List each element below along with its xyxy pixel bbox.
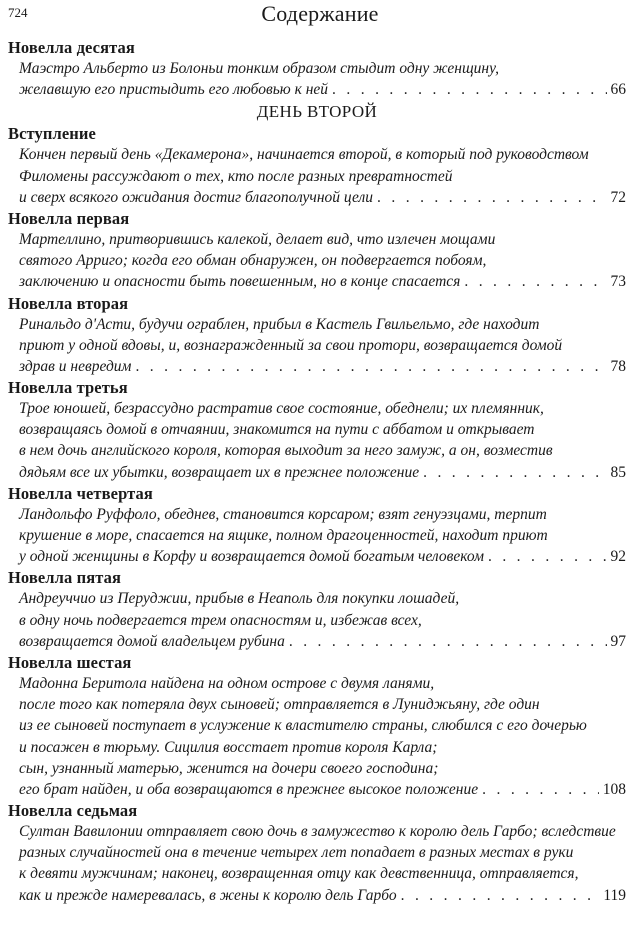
toc-entry — [8, 801, 626, 906]
entry-title: Новелла десятая — [8, 38, 135, 57]
entry-page-number: 66 — [610, 81, 626, 99]
entry-page-number: 119 — [603, 886, 626, 904]
entry-title: Новелла пятая — [8, 568, 122, 588]
entry-description-line — [8, 187, 626, 208]
entry-description-line: Кончен первый день «Декамерона», начинается второй, в который под руководством — [19, 146, 589, 164]
entry-description-line: Филомены рассуждают о тех, кто после разных превратностей — [19, 167, 453, 185]
entry-page-number: 92 — [610, 548, 626, 566]
entry-description-text: у одной женщины в Корфу и возвращается домой богатым человеком — [19, 548, 484, 566]
dot-leader — [332, 79, 606, 100]
entry-description-line — [8, 462, 626, 483]
entry-description-text: здрав и невредим — [19, 357, 132, 375]
toc-entry — [8, 209, 626, 293]
entry-description-line: крушение в море, спасается на ящике, полном драгоценностей, находит приют — [19, 527, 548, 544]
entry-description-line: Андреуччио из Перуджии, прибыв в Неаполь для покупки лошадей, — [19, 590, 460, 608]
entry-description-line — [8, 356, 626, 377]
entry-description-line: сын, узнанный матерью, женится на дочери своего господина; — [19, 759, 439, 777]
entry-page-number: 85 — [610, 463, 626, 481]
entry-description-line: после того как потеряла двух сыновей; отправляется в Луниджьяну, где один — [19, 696, 540, 714]
entry-description-line: Ринальдо д'Асти, будучи ограблен, прибыл в Кастель Гвильельмо, где находит — [19, 315, 540, 333]
dot-leader — [401, 885, 600, 906]
section-heading: ДЕНЬ ВТОРОЙ — [256, 102, 378, 122]
entry-page-number: 78 — [610, 357, 626, 375]
dot-leader — [289, 631, 607, 652]
entry-description-line — [8, 885, 626, 906]
entry-description-line: Маэстро Альберто из Болоньи тонким образом стыдит одну женщину, — [19, 60, 500, 77]
entry-description-line: Мадонна Беритола найдена на одном острове с двумя ланями, — [19, 674, 435, 692]
entry-description-line: возвращаясь домой в отчаянии, знакомится на пути с аббатом и открывает — [19, 421, 535, 439]
toc-entry — [8, 38, 626, 100]
entry-description-line — [8, 546, 626, 567]
entry-description-line: из ее сыновей поступает в услужение к властителю страны, слюбился с его дочерью — [19, 717, 587, 735]
entry-description-line: Мартеллино, притворившись калекой, делает вид, что излечен мощами — [19, 230, 496, 248]
entry-description-line — [8, 271, 626, 292]
entry-page-number: 72 — [610, 188, 626, 206]
dot-leader — [482, 779, 599, 800]
entry-title: Новелла первая — [8, 208, 130, 228]
entry-description-line: святого Арриго; когда его обман обнаружен, он подвергается побоям, — [19, 252, 487, 270]
toc-entry — [8, 294, 626, 378]
entry-title: Новелла четвертая — [8, 483, 153, 503]
entry-description-text: как и прежде намеревалась, в жены к королю дель Гарбо — [19, 886, 397, 904]
entry-description-line: приют у одной вдовы, и, вознагражденный за свои протори, возвращается домой — [19, 336, 563, 354]
entry-description-line: Трое юношей, безрассудно растратив свое состояние, обеднели; их племянник, — [19, 400, 544, 418]
toc-entry — [8, 568, 626, 652]
dot-leader — [464, 271, 606, 292]
entry-description-line — [8, 779, 626, 800]
toc-entry — [8, 378, 626, 483]
dot-leader — [423, 462, 606, 483]
toc-entry — [8, 653, 626, 800]
dot-leader — [135, 356, 606, 377]
entry-description-line: разных случайностей она в течение четырех лет попадает в разных местах в руки — [19, 844, 574, 862]
entry-description-line: в нем дочь английского короля, которая выходит за него замуж, а он, возместив — [19, 442, 553, 460]
page-title: Содержание — [261, 1, 379, 26]
entry-description-text: желавшую его пристыдить его любовью к ней — [19, 81, 329, 99]
entry-description-line: Ландольфо Руффоло, обеднев, становится корсаром; взят генуэзцами, терпит — [19, 505, 547, 523]
entry-description-line: и посажен в тюрьму. Сицилия восстает против короля Карла; — [19, 738, 438, 756]
entry-description-line — [8, 631, 626, 652]
entry-description-line — [8, 79, 626, 100]
entry-description-line: Султан Вавилонии отправляет свою дочь в замужество к королю дель Гарбо; вследствие — [19, 823, 616, 841]
dot-leader — [488, 546, 607, 567]
entry-page-number: 108 — [602, 780, 626, 798]
entry-description-text: заключению и опасности быть повешенным, но в конце спасается — [19, 273, 461, 291]
entry-page-number: 97 — [610, 632, 626, 650]
entry-title: Новелла седьмая — [8, 801, 138, 821]
entry-title: Новелла шестая — [8, 652, 132, 672]
dot-leader — [377, 187, 606, 208]
entry-description-line: в одну ночь подвергается трем опасностям и, избежав всех, — [19, 611, 422, 629]
toc-entry — [8, 124, 626, 208]
entry-description-text: возвращается домой владельцем рубина — [19, 632, 285, 650]
entry-description-text: дядьям все их убытки, возвращает их в прежнее положение — [19, 463, 420, 481]
page-number: 724 — [8, 5, 28, 20]
toc-entry — [8, 484, 626, 568]
entry-description-line: к девяти мужчинам; наконец, возвращенная отцу как девственница, отправляется, — [19, 865, 579, 883]
entry-description-text: его брат найден, и оба возвращаются в прежнее высокое положение — [19, 780, 479, 798]
entry-title: Новелла вторая — [8, 293, 129, 313]
entry-description-text: и сверх всякого ожидания достиг благополучной цели — [19, 188, 374, 206]
entry-title: Новелла третья — [8, 378, 128, 398]
entry-page-number: 73 — [610, 273, 626, 291]
table-of-contents — [8, 38, 626, 907]
entry-title: Вступление — [8, 124, 96, 144]
